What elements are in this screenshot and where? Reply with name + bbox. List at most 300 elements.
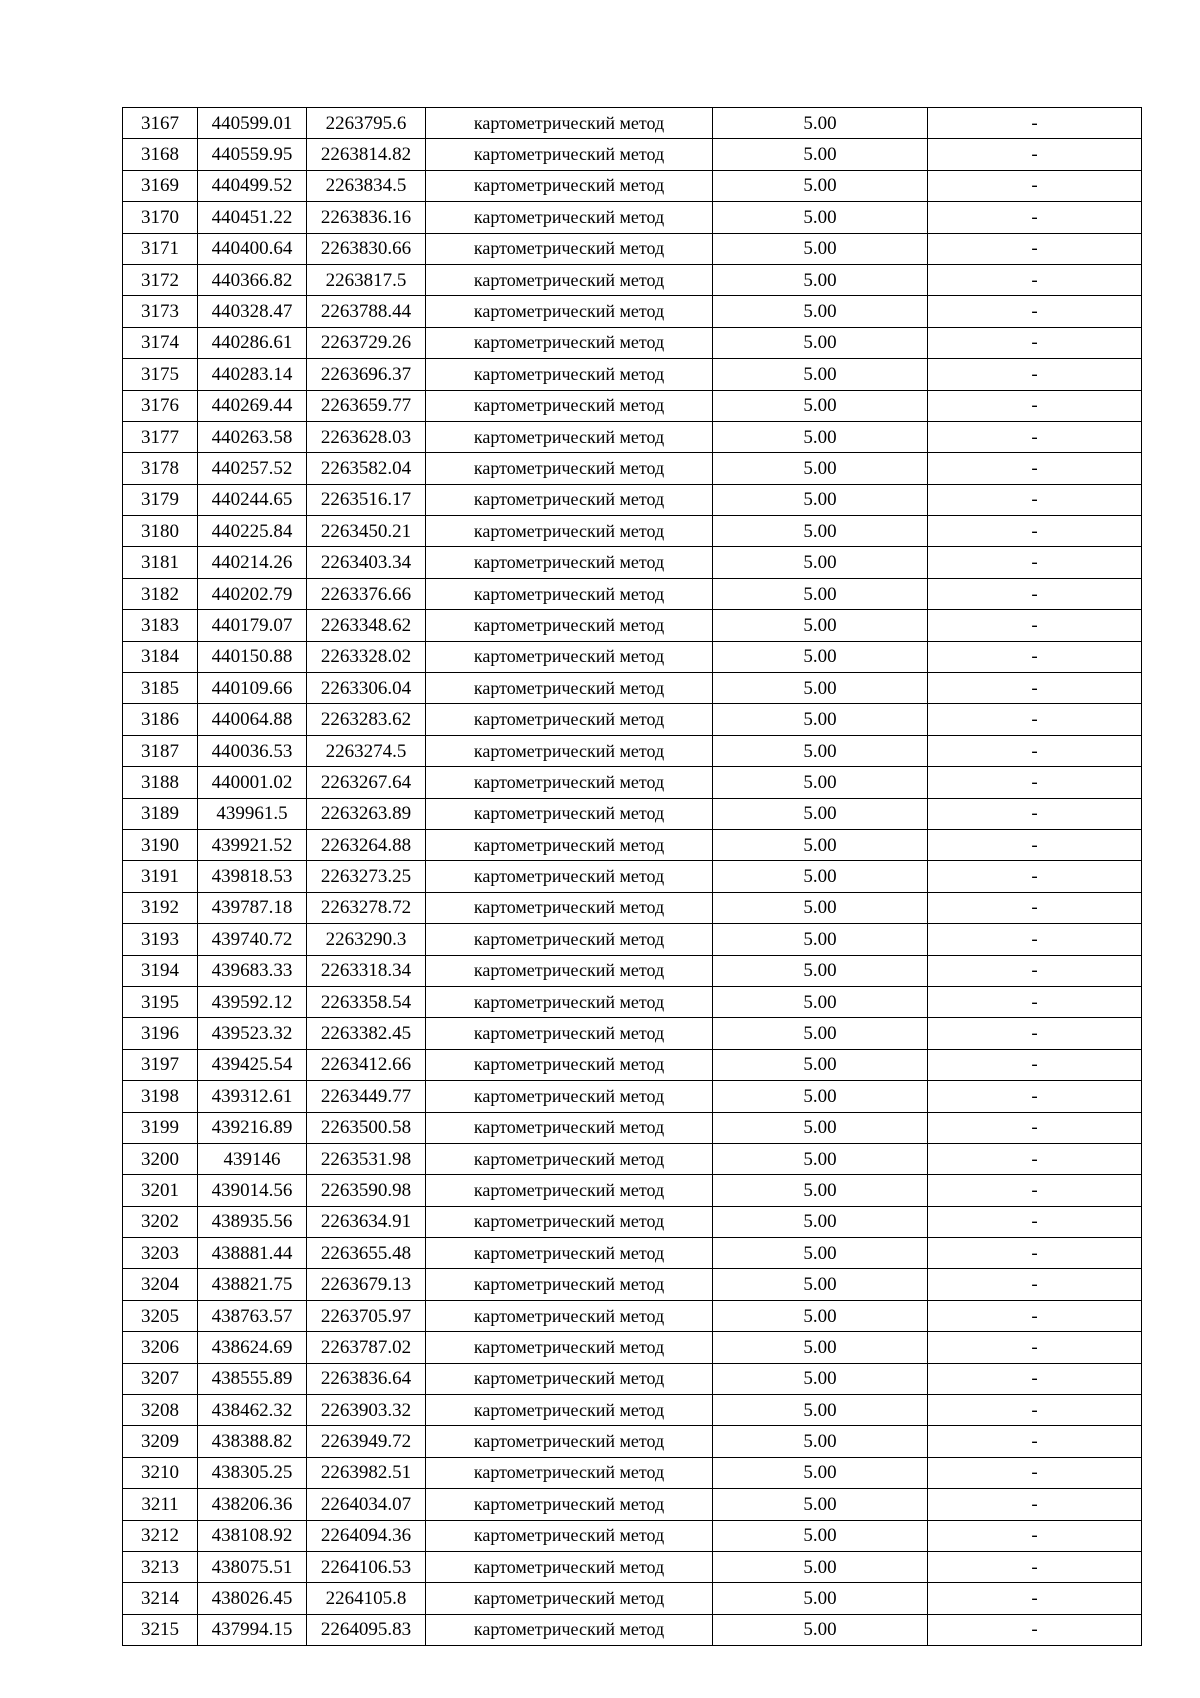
point-number-cell: 3183 [123,610,198,641]
table-row [123,139,1142,170]
x-coordinate-cell: 440225.84 [198,516,307,547]
accuracy-cell: 5.00 [713,1363,928,1394]
accuracy-cell: 5.00 [713,1489,928,1520]
accuracy-cell: 5.00 [713,1426,928,1457]
accuracy-cell: 5.00 [713,704,928,735]
method-cell: картометрический метод [426,1049,713,1080]
accuracy-cell: 5.00 [713,359,928,390]
table-row [123,955,1142,986]
table-row [123,421,1142,452]
y-coordinate-cell: 2263679.13 [307,1269,426,1300]
method-cell: картометрический метод [426,1583,713,1614]
x-coordinate-cell: 440559.95 [198,139,307,170]
point-number-cell: 3170 [123,202,198,233]
accuracy-cell: 5.00 [713,610,928,641]
method-cell: картометрический метод [426,1269,713,1300]
point-number-cell: 3190 [123,829,198,860]
table-row [123,1175,1142,1206]
note-cell: - [928,1112,1142,1143]
table-row [123,1583,1142,1614]
point-number-cell: 3196 [123,1018,198,1049]
x-coordinate-cell: 440001.02 [198,767,307,798]
note-cell: - [928,1363,1142,1394]
accuracy-cell: 5.00 [713,1551,928,1582]
note-cell: - [928,296,1142,327]
note-cell: - [928,327,1142,358]
point-number-cell: 3192 [123,892,198,923]
y-coordinate-cell: 2263949.72 [307,1426,426,1457]
point-number-cell: 3181 [123,547,198,578]
accuracy-cell: 5.00 [713,1206,928,1237]
method-cell: картометрический метод [426,1551,713,1582]
y-coordinate-cell: 2263382.45 [307,1018,426,1049]
table-row [123,1206,1142,1237]
note-cell: - [928,1143,1142,1174]
accuracy-cell: 5.00 [713,673,928,704]
accuracy-cell: 5.00 [713,1457,928,1488]
coordinates-table [122,107,1142,1646]
accuracy-cell: 5.00 [713,233,928,264]
point-number-cell: 3205 [123,1300,198,1331]
note-cell: - [928,673,1142,704]
table-row [123,1018,1142,1049]
y-coordinate-cell: 2263655.48 [307,1238,426,1269]
point-number-cell: 3206 [123,1332,198,1363]
x-coordinate-cell: 440244.65 [198,484,307,515]
method-cell: картометрический метод [426,516,713,547]
note-cell: - [928,1206,1142,1237]
point-number-cell: 3201 [123,1175,198,1206]
x-coordinate-cell: 439216.89 [198,1112,307,1143]
note-cell: - [928,798,1142,829]
point-number-cell: 3176 [123,390,198,421]
x-coordinate-cell: 440214.26 [198,547,307,578]
point-number-cell: 3198 [123,1081,198,1112]
y-coordinate-cell: 2263705.97 [307,1300,426,1331]
accuracy-cell: 5.00 [713,108,928,139]
method-cell: картометрический метод [426,986,713,1017]
method-cell: картометрический метод [426,139,713,170]
note-cell: - [928,1175,1142,1206]
x-coordinate-cell: 438935.56 [198,1206,307,1237]
table-row [123,1112,1142,1143]
table-row [123,924,1142,955]
accuracy-cell: 5.00 [713,170,928,201]
method-cell: картометрический метод [426,673,713,704]
x-coordinate-cell: 439592.12 [198,986,307,1017]
note-cell: - [928,861,1142,892]
method-cell: картометрический метод [426,202,713,233]
y-coordinate-cell: 2263450.21 [307,516,426,547]
x-coordinate-cell: 440283.14 [198,359,307,390]
note-cell: - [928,924,1142,955]
point-number-cell: 3187 [123,735,198,766]
x-coordinate-cell: 440400.64 [198,233,307,264]
x-coordinate-cell: 438206.36 [198,1489,307,1520]
table-row [123,170,1142,201]
y-coordinate-cell: 2263696.37 [307,359,426,390]
note-cell: - [928,1426,1142,1457]
table-row [123,1426,1142,1457]
note-cell: - [928,1489,1142,1520]
point-number-cell: 3186 [123,704,198,735]
x-coordinate-cell: 440064.88 [198,704,307,735]
accuracy-cell: 5.00 [713,1583,928,1614]
note-cell: - [928,233,1142,264]
y-coordinate-cell: 2263267.64 [307,767,426,798]
note-cell: - [928,1395,1142,1426]
note-cell: - [928,421,1142,452]
table-row [123,1049,1142,1080]
accuracy-cell: 5.00 [713,1081,928,1112]
y-coordinate-cell: 2263830.66 [307,233,426,264]
accuracy-cell: 5.00 [713,139,928,170]
point-number-cell: 3193 [123,924,198,955]
point-number-cell: 3174 [123,327,198,358]
y-coordinate-cell: 2263787.02 [307,1332,426,1363]
y-coordinate-cell: 2263817.5 [307,264,426,295]
y-coordinate-cell: 2264034.07 [307,1489,426,1520]
y-coordinate-cell: 2263449.77 [307,1081,426,1112]
y-coordinate-cell: 2263628.03 [307,421,426,452]
table-row [123,767,1142,798]
x-coordinate-cell: 439921.52 [198,829,307,860]
x-coordinate-cell: 439740.72 [198,924,307,955]
x-coordinate-cell: 440263.58 [198,421,307,452]
x-coordinate-cell: 439146 [198,1143,307,1174]
point-number-cell: 3182 [123,578,198,609]
point-number-cell: 3180 [123,516,198,547]
x-coordinate-cell: 440451.22 [198,202,307,233]
point-number-cell: 3177 [123,421,198,452]
table-row [123,202,1142,233]
note-cell: - [928,641,1142,672]
x-coordinate-cell: 440286.61 [198,327,307,358]
note-cell: - [928,1300,1142,1331]
method-cell: картометрический метод [426,453,713,484]
method-cell: картометрический метод [426,704,713,735]
x-coordinate-cell: 440150.88 [198,641,307,672]
point-number-cell: 3212 [123,1520,198,1551]
point-number-cell: 3185 [123,673,198,704]
note-cell: - [928,202,1142,233]
table-row [123,547,1142,578]
x-coordinate-cell: 438462.32 [198,1395,307,1426]
method-cell: картометрический метод [426,359,713,390]
x-coordinate-cell: 440257.52 [198,453,307,484]
table-row [123,390,1142,421]
y-coordinate-cell: 2263348.62 [307,610,426,641]
x-coordinate-cell: 439425.54 [198,1049,307,1080]
point-number-cell: 3197 [123,1049,198,1080]
y-coordinate-cell: 2263982.51 [307,1457,426,1488]
method-cell: картометрический метод [426,1426,713,1457]
accuracy-cell: 5.00 [713,484,928,515]
note-cell: - [928,955,1142,986]
y-coordinate-cell: 2263358.54 [307,986,426,1017]
y-coordinate-cell: 2263412.66 [307,1049,426,1080]
y-coordinate-cell: 2263274.5 [307,735,426,766]
table-row [123,1614,1142,1645]
table-row [123,1238,1142,1269]
table-row [123,1332,1142,1363]
method-cell: картометрический метод [426,1206,713,1237]
accuracy-cell: 5.00 [713,578,928,609]
y-coordinate-cell: 2263531.98 [307,1143,426,1174]
note-cell: - [928,264,1142,295]
point-number-cell: 3167 [123,108,198,139]
point-number-cell: 3184 [123,641,198,672]
y-coordinate-cell: 2263795.6 [307,108,426,139]
table-row [123,1143,1142,1174]
method-cell: картометрический метод [426,1081,713,1112]
y-coordinate-cell: 2263836.64 [307,1363,426,1394]
accuracy-cell: 5.00 [713,1395,928,1426]
note-cell: - [928,767,1142,798]
accuracy-cell: 5.00 [713,924,928,955]
y-coordinate-cell: 2263278.72 [307,892,426,923]
table-row [123,1489,1142,1520]
table-row [123,1551,1142,1582]
method-cell: картометрический метод [426,578,713,609]
method-cell: картометрический метод [426,296,713,327]
accuracy-cell: 5.00 [713,1614,928,1645]
note-cell: - [928,359,1142,390]
table-row [123,1520,1142,1551]
y-coordinate-cell: 2263318.34 [307,955,426,986]
x-coordinate-cell: 440599.01 [198,108,307,139]
y-coordinate-cell: 2264094.36 [307,1520,426,1551]
accuracy-cell: 5.00 [713,516,928,547]
method-cell: картометрический метод [426,233,713,264]
x-coordinate-cell: 439523.32 [198,1018,307,1049]
x-coordinate-cell: 440499.52 [198,170,307,201]
table-row [123,986,1142,1017]
point-number-cell: 3203 [123,1238,198,1269]
point-number-cell: 3200 [123,1143,198,1174]
y-coordinate-cell: 2263283.62 [307,704,426,735]
y-coordinate-cell: 2264105.8 [307,1583,426,1614]
accuracy-cell: 5.00 [713,1143,928,1174]
note-cell: - [928,1457,1142,1488]
method-cell: картометрический метод [426,170,713,201]
note-cell: - [928,1583,1142,1614]
note-cell: - [928,547,1142,578]
method-cell: картометрический метод [426,1175,713,1206]
note-cell: - [928,1551,1142,1582]
accuracy-cell: 5.00 [713,798,928,829]
method-cell: картометрический метод [426,1018,713,1049]
point-number-cell: 3189 [123,798,198,829]
table-row [123,296,1142,327]
table-row [123,516,1142,547]
table-row [123,1363,1142,1394]
y-coordinate-cell: 2263903.32 [307,1395,426,1426]
y-coordinate-cell: 2263403.34 [307,547,426,578]
x-coordinate-cell: 438821.75 [198,1269,307,1300]
y-coordinate-cell: 2263788.44 [307,296,426,327]
method-cell: картометрический метод [426,1238,713,1269]
method-cell: картометрический метод [426,1614,713,1645]
accuracy-cell: 5.00 [713,547,928,578]
method-cell: картометрический метод [426,327,713,358]
note-cell: - [928,139,1142,170]
note-cell: - [928,735,1142,766]
table-row [123,641,1142,672]
x-coordinate-cell: 440202.79 [198,578,307,609]
point-number-cell: 3179 [123,484,198,515]
table-row [123,233,1142,264]
accuracy-cell: 5.00 [713,421,928,452]
point-number-cell: 3215 [123,1614,198,1645]
table-row [123,1269,1142,1300]
y-coordinate-cell: 2263500.58 [307,1112,426,1143]
x-coordinate-cell: 440036.53 [198,735,307,766]
method-cell: картометрический метод [426,1489,713,1520]
x-coordinate-cell: 439961.5 [198,798,307,829]
point-number-cell: 3172 [123,264,198,295]
x-coordinate-cell: 440366.82 [198,264,307,295]
y-coordinate-cell: 2263376.66 [307,578,426,609]
x-coordinate-cell: 440179.07 [198,610,307,641]
y-coordinate-cell: 2263590.98 [307,1175,426,1206]
accuracy-cell: 5.00 [713,296,928,327]
y-coordinate-cell: 2263729.26 [307,327,426,358]
note-cell: - [928,1269,1142,1300]
x-coordinate-cell: 438075.51 [198,1551,307,1582]
point-number-cell: 3199 [123,1112,198,1143]
table-row [123,704,1142,735]
accuracy-cell: 5.00 [713,202,928,233]
point-number-cell: 3191 [123,861,198,892]
accuracy-cell: 5.00 [713,1238,928,1269]
accuracy-cell: 5.00 [713,1049,928,1080]
note-cell: - [928,390,1142,421]
table-row [123,1081,1142,1112]
method-cell: картометрический метод [426,610,713,641]
y-coordinate-cell: 2263328.02 [307,641,426,672]
note-cell: - [928,578,1142,609]
table-row [123,484,1142,515]
note-cell: - [928,170,1142,201]
table-row [123,578,1142,609]
accuracy-cell: 5.00 [713,1269,928,1300]
x-coordinate-cell: 439818.53 [198,861,307,892]
point-number-cell: 3204 [123,1269,198,1300]
point-number-cell: 3208 [123,1395,198,1426]
method-cell: картометрический метод [426,1520,713,1551]
method-cell: картометрический метод [426,1457,713,1488]
method-cell: картометрический метод [426,547,713,578]
table-row [123,453,1142,484]
note-cell: - [928,704,1142,735]
accuracy-cell: 5.00 [713,327,928,358]
x-coordinate-cell: 438881.44 [198,1238,307,1269]
point-number-cell: 3194 [123,955,198,986]
accuracy-cell: 5.00 [713,453,928,484]
method-cell: картометрический метод [426,390,713,421]
method-cell: картометрический метод [426,1332,713,1363]
y-coordinate-cell: 2264106.53 [307,1551,426,1582]
point-number-cell: 3188 [123,767,198,798]
method-cell: картометрический метод [426,1395,713,1426]
y-coordinate-cell: 2263836.16 [307,202,426,233]
table-row [123,610,1142,641]
point-number-cell: 3211 [123,1489,198,1520]
point-number-cell: 3195 [123,986,198,1017]
point-number-cell: 3207 [123,1363,198,1394]
accuracy-cell: 5.00 [713,1112,928,1143]
accuracy-cell: 5.00 [713,1018,928,1049]
x-coordinate-cell: 438026.45 [198,1583,307,1614]
method-cell: картометрический метод [426,264,713,295]
method-cell: картометрический метод [426,108,713,139]
y-coordinate-cell: 2263273.25 [307,861,426,892]
note-cell: - [928,516,1142,547]
y-coordinate-cell: 2263834.5 [307,170,426,201]
y-coordinate-cell: 2263814.82 [307,139,426,170]
method-cell: картометрический метод [426,892,713,923]
accuracy-cell: 5.00 [713,1175,928,1206]
method-cell: картометрический метод [426,861,713,892]
note-cell: - [928,986,1142,1017]
accuracy-cell: 5.00 [713,955,928,986]
method-cell: картометрический метод [426,924,713,955]
method-cell: картометрический метод [426,1112,713,1143]
method-cell: картометрический метод [426,798,713,829]
point-number-cell: 3169 [123,170,198,201]
x-coordinate-cell: 439014.56 [198,1175,307,1206]
point-number-cell: 3213 [123,1551,198,1582]
table-row [123,1395,1142,1426]
y-coordinate-cell: 2263290.3 [307,924,426,955]
coordinates-table-body [123,108,1142,1646]
x-coordinate-cell: 437994.15 [198,1614,307,1645]
table-row [123,327,1142,358]
note-cell: - [928,610,1142,641]
y-coordinate-cell: 2263634.91 [307,1206,426,1237]
accuracy-cell: 5.00 [713,861,928,892]
accuracy-cell: 5.00 [713,1332,928,1363]
point-number-cell: 3178 [123,453,198,484]
accuracy-cell: 5.00 [713,986,928,1017]
x-coordinate-cell: 440328.47 [198,296,307,327]
y-coordinate-cell: 2263516.17 [307,484,426,515]
point-number-cell: 3202 [123,1206,198,1237]
note-cell: - [928,1520,1142,1551]
note-cell: - [928,892,1142,923]
method-cell: картометрический метод [426,767,713,798]
x-coordinate-cell: 438108.92 [198,1520,307,1551]
y-coordinate-cell: 2263263.89 [307,798,426,829]
note-cell: - [928,1332,1142,1363]
table-row [123,264,1142,295]
x-coordinate-cell: 438763.57 [198,1300,307,1331]
y-coordinate-cell: 2263582.04 [307,453,426,484]
x-coordinate-cell: 439312.61 [198,1081,307,1112]
point-number-cell: 3209 [123,1426,198,1457]
point-number-cell: 3171 [123,233,198,264]
accuracy-cell: 5.00 [713,1520,928,1551]
note-cell: - [928,484,1142,515]
table-row [123,1457,1142,1488]
table-row [123,892,1142,923]
note-cell: - [928,1049,1142,1080]
x-coordinate-cell: 440269.44 [198,390,307,421]
table-row [123,108,1142,139]
point-number-cell: 3214 [123,1583,198,1614]
x-coordinate-cell: 438624.69 [198,1332,307,1363]
